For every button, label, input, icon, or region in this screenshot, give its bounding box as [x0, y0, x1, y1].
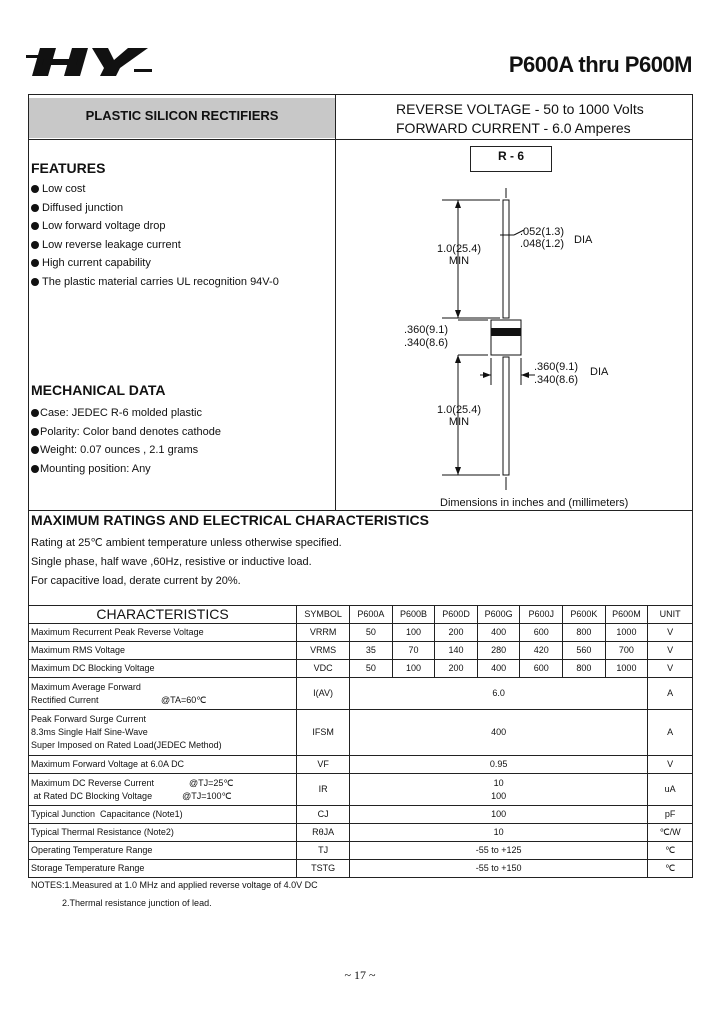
list-item	[31, 199, 279, 218]
row-description: Maximum Recurrent Peak Reverse Voltage	[29, 624, 297, 642]
row-symbol: VRRM	[297, 624, 350, 642]
dim-text: .052(1.3)	[520, 226, 565, 238]
left-border	[28, 94, 29, 605]
column-header: P600J	[520, 606, 563, 624]
row-symbol: RθJA	[297, 824, 350, 842]
row-value: 100	[350, 806, 648, 824]
table-header-row	[29, 606, 693, 624]
bullet-icon	[31, 222, 39, 230]
dim-text: 1.0(25.4)	[436, 404, 482, 416]
row-value: 6.0	[350, 678, 648, 710]
bullet-icon	[31, 428, 39, 436]
row-value: 10 100	[350, 774, 648, 806]
feature-text: Diffused junction	[42, 201, 124, 214]
list-item	[31, 460, 221, 479]
row-description: Typical Junction Capacitance (Note1)	[29, 806, 297, 824]
right-border	[692, 94, 693, 605]
dim-text: .360(9.1)	[534, 361, 579, 373]
row-value: 600	[520, 660, 563, 678]
bullet-icon	[31, 259, 39, 267]
row-unit: V	[648, 642, 693, 660]
note-2: 2.Thermal resistance junction of lead.	[62, 898, 212, 908]
condition-text: Rating at 25℃ ambient temperature unless otherwise specified.	[31, 537, 342, 549]
column-header: P600B	[392, 606, 435, 624]
row-value: 140	[435, 642, 478, 660]
row-value: 1000	[605, 624, 648, 642]
dim-text: 1.0(25.4)	[436, 243, 482, 255]
row-value: 420	[520, 642, 563, 660]
row-unit: uA	[648, 774, 693, 806]
column-header: P600D	[435, 606, 478, 624]
list-item	[31, 236, 279, 255]
mechanical-heading: MECHANICAL DATA	[31, 382, 166, 398]
row-value: 0.95	[350, 756, 648, 774]
characteristics-table	[28, 605, 693, 878]
page-number: ~ 17 ~	[344, 968, 376, 982]
row-description: Maximum Forward Voltage at 6.0A DC	[29, 756, 297, 774]
feature-text: Low forward voltage drop	[42, 220, 166, 233]
table-row	[29, 842, 693, 860]
company-logo	[26, 44, 156, 80]
table-row	[29, 756, 693, 774]
row-unit: V	[648, 756, 693, 774]
row-unit: A	[648, 710, 693, 756]
list-item	[31, 273, 279, 292]
package-name: R - 6	[497, 149, 524, 163]
bullet-icon	[31, 465, 39, 473]
column-header: SYMBOL	[297, 606, 350, 624]
row-unit: ℃/W	[648, 824, 693, 842]
feature-text: Low reverse leakage current	[42, 238, 181, 251]
row-symbol: I(AV)	[297, 678, 350, 710]
summary-rule	[28, 139, 692, 140]
row-symbol: IFSM	[297, 710, 350, 756]
column-header: P600K	[563, 606, 606, 624]
row-value: 800	[563, 660, 606, 678]
document-title: P600A thru P600M	[508, 52, 692, 77]
list-item	[31, 254, 279, 273]
row-value: 50	[350, 660, 393, 678]
row-unit: ℃	[648, 860, 693, 878]
row-symbol: VRMS	[297, 642, 350, 660]
row-value: 400	[350, 710, 648, 756]
condition-text: For capacitive load, derate current by 20%.	[31, 575, 241, 587]
dim-text: .340(8.6)	[534, 374, 579, 386]
lead-length-dim-top	[434, 243, 484, 267]
row-unit: pF	[648, 806, 693, 824]
row-value: 400	[477, 624, 520, 642]
table-row	[29, 660, 693, 678]
column-header: CHARACTERISTICS	[29, 606, 297, 624]
column-divider	[335, 94, 336, 510]
forward-current-text: FORWARD CURRENT - 6.0 Amperes	[396, 120, 631, 136]
row-value: -55 to +150	[350, 860, 648, 878]
row-unit: ℃	[648, 842, 693, 860]
table-row	[29, 710, 693, 756]
mechanical-text: Weight: 0.07 ounces , 2.1 grams	[40, 444, 199, 457]
section-rule	[28, 510, 692, 511]
list-item	[31, 180, 279, 199]
row-unit: V	[648, 624, 693, 642]
row-symbol: VF	[297, 756, 350, 774]
reverse-voltage	[396, 101, 644, 117]
table-row	[29, 624, 693, 642]
row-unit: V	[648, 660, 693, 678]
row-description: Maximum DC Blocking Voltage	[29, 660, 297, 678]
bullet-icon	[31, 446, 39, 454]
feature-text: The plastic material carries UL recognition 94V-0	[42, 275, 279, 288]
dim-text: .340(8.6)	[404, 337, 449, 349]
column-header: P600M	[605, 606, 648, 624]
row-value: 10	[350, 824, 648, 842]
table-row	[29, 678, 693, 710]
row-description: Operating Temperature Range	[29, 842, 297, 860]
list-item	[31, 217, 279, 236]
row-value: 35	[350, 642, 393, 660]
row-value: 700	[605, 642, 648, 660]
table-row	[29, 860, 693, 878]
row-symbol: IR	[297, 774, 350, 806]
bullet-icon	[31, 204, 39, 212]
row-value: 800	[563, 624, 606, 642]
note-1: NOTES:1.Measured at 1.0 MHz and applied reverse voltage of 4.0V DC	[31, 880, 318, 890]
lead-diameter-dim	[520, 226, 564, 250]
mechanical-text: Case: JEDEC R-6 molded plastic	[40, 407, 203, 419]
mechanical-text: Mounting position: Any	[40, 462, 151, 475]
row-description: Maximum DC Reverse Current @TJ=25℃ at Rated DC Blocking Voltage @TJ=100℃	[29, 774, 297, 806]
family-title: PLASTIC SILICON RECTIFIERS	[85, 108, 279, 123]
dim-text: .360(9.1)	[404, 324, 449, 336]
row-description: Maximum RMS Voltage	[29, 642, 297, 660]
ratings-heading: MAXIMUM RATINGS AND ELECTRICAL CHARACTERISTICS	[31, 512, 429, 528]
row-description: Maximum Average Forward Rectified Current @TA=60℃	[29, 678, 297, 710]
row-description: Typical Thermal Resistance (Note2)	[29, 824, 297, 842]
column-header: UNIT	[648, 606, 693, 624]
bullet-icon	[31, 185, 39, 193]
list-item	[31, 441, 221, 460]
dim-text: MIN	[448, 416, 470, 428]
dim-text: MIN	[448, 255, 470, 267]
reverse-voltage-text: REVERSE VOLTAGE - 50 to 1000 Volts	[396, 101, 644, 117]
row-value: 560	[563, 642, 606, 660]
row-value: 280	[477, 642, 520, 660]
row-value: 400	[477, 660, 520, 678]
feature-text: Low cost	[42, 183, 86, 195]
list-item	[31, 423, 221, 442]
row-value: 600	[520, 624, 563, 642]
body-diameter-dim	[534, 361, 578, 387]
lead-length-dim-bottom	[434, 404, 484, 428]
mechanical-list	[31, 404, 221, 478]
row-value: 200	[435, 660, 478, 678]
row-description: Peak Forward Surge Current 8.3ms Single Half Sine-Wave Super Imposed on Rated Load(JEDEC Method)	[29, 710, 297, 756]
row-symbol: CJ	[297, 806, 350, 824]
row-symbol: TJ	[297, 842, 350, 860]
row-unit: A	[648, 678, 693, 710]
row-value: 1000	[605, 660, 648, 678]
row-value: 100	[392, 624, 435, 642]
list-item	[31, 404, 221, 423]
bullet-icon	[31, 409, 39, 417]
lead-diameter-label: DIA	[574, 234, 593, 246]
row-value: 50	[350, 624, 393, 642]
mechanical-text: Polarity: Color band denotes cathode	[40, 425, 222, 438]
bullet-icon	[31, 278, 39, 286]
condition-text: Single phase, half wave ,60Hz, resistive or inductive load.	[31, 556, 312, 568]
features-list	[31, 180, 279, 292]
dim-text: .048(1.2)	[520, 238, 565, 250]
package-label	[470, 146, 552, 172]
row-value: 70	[392, 642, 435, 660]
row-symbol: TSTG	[297, 860, 350, 878]
row-symbol: VDC	[297, 660, 350, 678]
row-value: 200	[435, 624, 478, 642]
column-header: P600G	[477, 606, 520, 624]
row-value: 100	[392, 660, 435, 678]
table-row	[29, 774, 693, 806]
feature-text: High current capability	[42, 257, 151, 270]
drawing-caption: Dimensions in inches and (millimeters)	[440, 497, 629, 509]
row-value: -55 to +125	[350, 842, 648, 860]
top-rule	[28, 94, 692, 95]
bullet-icon	[31, 241, 39, 249]
table-row	[29, 806, 693, 824]
table-row	[29, 824, 693, 842]
body-length-dim	[404, 324, 448, 350]
body-diameter-label: DIA	[590, 366, 609, 378]
column-header: P600A	[350, 606, 393, 624]
ratings-conditions	[31, 534, 342, 591]
table-row	[29, 642, 693, 660]
forward-current	[396, 120, 631, 136]
features-heading: FEATURES	[31, 160, 106, 176]
row-description: Storage Temperature Range	[29, 860, 297, 878]
